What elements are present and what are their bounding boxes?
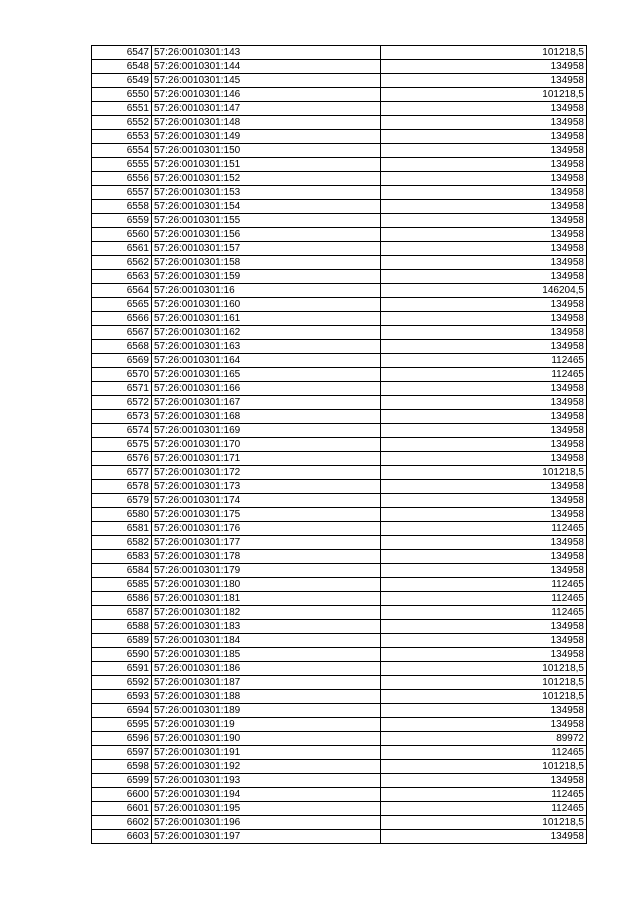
table-row [92, 200, 587, 214]
row-number-cell: 6549 [92, 74, 152, 88]
value-cell: 134958 [381, 242, 587, 256]
row-number-cell: 6576 [92, 452, 152, 466]
table-row [92, 564, 587, 578]
table-row [92, 144, 587, 158]
table-row [92, 158, 587, 172]
table-row [92, 634, 587, 648]
row-number-cell: 6547 [92, 46, 152, 60]
value-cell: 134958 [381, 424, 587, 438]
value-cell: 101218,5 [381, 690, 587, 704]
row-number-cell: 6599 [92, 774, 152, 788]
row-number-cell: 6597 [92, 746, 152, 760]
row-number-cell: 6592 [92, 676, 152, 690]
value-cell: 134958 [381, 116, 587, 130]
value-cell: 134958 [381, 186, 587, 200]
row-number-cell: 6603 [92, 830, 152, 844]
table-row [92, 298, 587, 312]
row-number-cell: 6551 [92, 102, 152, 116]
value-cell: 134958 [381, 508, 587, 522]
cadastral-number-cell: 57:26:0010301:155 [152, 214, 381, 228]
cadastral-number-cell: 57:26:0010301:170 [152, 438, 381, 452]
table-row [92, 46, 587, 60]
cadastral-number-cell: 57:26:0010301:158 [152, 256, 381, 270]
table-row [92, 438, 587, 452]
cadastral-number-cell: 57:26:0010301:162 [152, 326, 381, 340]
row-number-cell: 6563 [92, 270, 152, 284]
row-number-cell: 6580 [92, 508, 152, 522]
row-number-cell: 6556 [92, 172, 152, 186]
row-number-cell: 6558 [92, 200, 152, 214]
table-row [92, 270, 587, 284]
cadastral-number-cell: 57:26:0010301:146 [152, 88, 381, 102]
row-number-cell: 6559 [92, 214, 152, 228]
row-number-cell: 6585 [92, 578, 152, 592]
row-number-cell: 6588 [92, 620, 152, 634]
row-number-cell: 6555 [92, 158, 152, 172]
value-cell: 134958 [381, 270, 587, 284]
value-cell: 112465 [381, 788, 587, 802]
value-cell: 134958 [381, 830, 587, 844]
table-row [92, 676, 587, 690]
row-number-cell: 6565 [92, 298, 152, 312]
cadastral-number-cell: 57:26:0010301:177 [152, 536, 381, 550]
row-number-cell: 6553 [92, 130, 152, 144]
table-row [92, 242, 587, 256]
cadastral-number-cell: 57:26:0010301:156 [152, 228, 381, 242]
table-row [92, 620, 587, 634]
table-row [92, 802, 587, 816]
table-row [92, 74, 587, 88]
value-cell: 134958 [381, 200, 587, 214]
row-number-cell: 6554 [92, 144, 152, 158]
table-row [92, 326, 587, 340]
table-row [92, 214, 587, 228]
cadastral-number-cell: 57:26:0010301:193 [152, 774, 381, 788]
table-row [92, 746, 587, 760]
table-row [92, 424, 587, 438]
row-number-cell: 6590 [92, 648, 152, 662]
value-cell: 134958 [381, 494, 587, 508]
cadastral-number-cell: 57:26:0010301:168 [152, 410, 381, 424]
row-number-cell: 6575 [92, 438, 152, 452]
row-number-cell: 6571 [92, 382, 152, 396]
table-row [92, 130, 587, 144]
value-cell: 134958 [381, 634, 587, 648]
value-cell: 134958 [381, 620, 587, 634]
row-number-cell: 6595 [92, 718, 152, 732]
table-row [92, 410, 587, 424]
row-number-cell: 6548 [92, 60, 152, 74]
value-cell: 112465 [381, 354, 587, 368]
value-cell: 146204,5 [381, 284, 587, 298]
value-cell: 134958 [381, 648, 587, 662]
value-cell: 134958 [381, 382, 587, 396]
table-row [92, 522, 587, 536]
cadastral-number-cell: 57:26:0010301:160 [152, 298, 381, 312]
row-number-cell: 6577 [92, 466, 152, 480]
value-cell: 134958 [381, 228, 587, 242]
cadastral-number-cell: 57:26:0010301:189 [152, 704, 381, 718]
row-number-cell: 6578 [92, 480, 152, 494]
row-number-cell: 6564 [92, 284, 152, 298]
cadastral-number-cell: 57:26:0010301:145 [152, 74, 381, 88]
value-cell: 134958 [381, 256, 587, 270]
value-cell: 134958 [381, 130, 587, 144]
row-number-cell: 6572 [92, 396, 152, 410]
cadastral-number-cell: 57:26:0010301:192 [152, 760, 381, 774]
cadastral-number-cell: 57:26:0010301:151 [152, 158, 381, 172]
row-number-cell: 6573 [92, 410, 152, 424]
row-number-cell: 6601 [92, 802, 152, 816]
value-cell: 134958 [381, 774, 587, 788]
value-cell: 134958 [381, 536, 587, 550]
table-row [92, 116, 587, 130]
cadastral-number-cell: 57:26:0010301:149 [152, 130, 381, 144]
table-row [92, 60, 587, 74]
cadastral-number-cell: 57:26:0010301:147 [152, 102, 381, 116]
table-row [92, 354, 587, 368]
table-row [92, 312, 587, 326]
cadastral-number-cell: 57:26:0010301:164 [152, 354, 381, 368]
cadastral-number-cell: 57:26:0010301:157 [152, 242, 381, 256]
cadastral-number-cell: 57:26:0010301:144 [152, 60, 381, 74]
value-cell: 134958 [381, 410, 587, 424]
table-row [92, 102, 587, 116]
table-row [92, 466, 587, 480]
value-cell: 134958 [381, 102, 587, 116]
table-row [92, 536, 587, 550]
row-number-cell: 6574 [92, 424, 152, 438]
value-cell: 112465 [381, 522, 587, 536]
value-cell: 112465 [381, 606, 587, 620]
table-row [92, 452, 587, 466]
table-row [92, 228, 587, 242]
cadastral-number-cell: 57:26:0010301:195 [152, 802, 381, 816]
cadastral-number-cell: 57:26:0010301:179 [152, 564, 381, 578]
cadastral-number-cell: 57:26:0010301:197 [152, 830, 381, 844]
value-cell: 101218,5 [381, 46, 587, 60]
cadastral-number-cell: 57:26:0010301:183 [152, 620, 381, 634]
cadastral-number-cell: 57:26:0010301:180 [152, 578, 381, 592]
cadastral-number-cell: 57:26:0010301:188 [152, 690, 381, 704]
row-number-cell: 6550 [92, 88, 152, 102]
row-number-cell: 6570 [92, 368, 152, 382]
table-row [92, 690, 587, 704]
value-cell: 134958 [381, 340, 587, 354]
value-cell: 134958 [381, 312, 587, 326]
cadastral-number-cell: 57:26:0010301:16 [152, 284, 381, 298]
cadastral-number-cell: 57:26:0010301:185 [152, 648, 381, 662]
row-number-cell: 6593 [92, 690, 152, 704]
cadastral-number-cell: 57:26:0010301:181 [152, 592, 381, 606]
table-row [92, 816, 587, 830]
cadastral-number-cell: 57:26:0010301:143 [152, 46, 381, 60]
row-number-cell: 6567 [92, 326, 152, 340]
value-cell: 101218,5 [381, 816, 587, 830]
row-number-cell: 6568 [92, 340, 152, 354]
table-row [92, 774, 587, 788]
table-row [92, 718, 587, 732]
cadastral-number-cell: 57:26:0010301:178 [152, 550, 381, 564]
value-cell: 134958 [381, 550, 587, 564]
cadastral-number-cell: 57:26:0010301:150 [152, 144, 381, 158]
row-number-cell: 6582 [92, 536, 152, 550]
table-row [92, 480, 587, 494]
cadastral-number-cell: 57:26:0010301:187 [152, 676, 381, 690]
value-cell: 101218,5 [381, 662, 587, 676]
cadastral-number-cell: 57:26:0010301:165 [152, 368, 381, 382]
row-number-cell: 6602 [92, 816, 152, 830]
cadastral-number-cell: 57:26:0010301:159 [152, 270, 381, 284]
cadastral-number-cell: 57:26:0010301:166 [152, 382, 381, 396]
table-row [92, 284, 587, 298]
value-cell: 112465 [381, 746, 587, 760]
table-row [92, 340, 587, 354]
cadastral-number-cell: 57:26:0010301:163 [152, 340, 381, 354]
row-number-cell: 6587 [92, 606, 152, 620]
table-row [92, 382, 587, 396]
row-number-cell: 6586 [92, 592, 152, 606]
value-cell: 112465 [381, 802, 587, 816]
cadastral-number-cell: 57:26:0010301:191 [152, 746, 381, 760]
value-cell: 134958 [381, 452, 587, 466]
value-cell: 134958 [381, 144, 587, 158]
cadastral-number-cell: 57:26:0010301:171 [152, 452, 381, 466]
table-row [92, 186, 587, 200]
cadastral-number-cell: 57:26:0010301:148 [152, 116, 381, 130]
value-cell: 134958 [381, 396, 587, 410]
value-cell: 134958 [381, 704, 587, 718]
table-row [92, 760, 587, 774]
row-number-cell: 6552 [92, 116, 152, 130]
cadastral-number-cell: 57:26:0010301:196 [152, 816, 381, 830]
cadastral-number-cell: 57:26:0010301:194 [152, 788, 381, 802]
row-number-cell: 6562 [92, 256, 152, 270]
value-cell: 134958 [381, 74, 587, 88]
table-row [92, 508, 587, 522]
value-cell: 89972 [381, 732, 587, 746]
row-number-cell: 6579 [92, 494, 152, 508]
row-number-cell: 6581 [92, 522, 152, 536]
cadastral-number-cell: 57:26:0010301:153 [152, 186, 381, 200]
value-cell: 134958 [381, 214, 587, 228]
row-number-cell: 6566 [92, 312, 152, 326]
value-cell: 134958 [381, 564, 587, 578]
cadastral-value-table [91, 45, 587, 844]
value-cell: 112465 [381, 592, 587, 606]
table-row [92, 578, 587, 592]
row-number-cell: 6596 [92, 732, 152, 746]
row-number-cell: 6589 [92, 634, 152, 648]
row-number-cell: 6594 [92, 704, 152, 718]
value-cell: 134958 [381, 298, 587, 312]
value-cell: 101218,5 [381, 88, 587, 102]
value-cell: 134958 [381, 718, 587, 732]
cadastral-number-cell: 57:26:0010301:176 [152, 522, 381, 536]
cadastral-number-cell: 57:26:0010301:186 [152, 662, 381, 676]
table-row [92, 592, 587, 606]
value-cell: 134958 [381, 480, 587, 494]
value-cell: 101218,5 [381, 676, 587, 690]
table-row [92, 662, 587, 676]
cadastral-number-cell: 57:26:0010301:169 [152, 424, 381, 438]
value-cell: 101218,5 [381, 760, 587, 774]
cadastral-number-cell: 57:26:0010301:190 [152, 732, 381, 746]
table-row [92, 704, 587, 718]
cadastral-number-cell: 57:26:0010301:174 [152, 494, 381, 508]
cadastral-number-cell: 57:26:0010301:173 [152, 480, 381, 494]
table-row [92, 256, 587, 270]
row-number-cell: 6598 [92, 760, 152, 774]
value-cell: 134958 [381, 326, 587, 340]
cadastral-number-cell: 57:26:0010301:175 [152, 508, 381, 522]
cadastral-number-cell: 57:26:0010301:184 [152, 634, 381, 648]
value-cell: 112465 [381, 368, 587, 382]
cadastral-number-cell: 57:26:0010301:154 [152, 200, 381, 214]
cadastral-number-cell: 57:26:0010301:152 [152, 172, 381, 186]
table-row [92, 732, 587, 746]
value-cell: 101218,5 [381, 466, 587, 480]
row-number-cell: 6591 [92, 662, 152, 676]
value-cell: 112465 [381, 578, 587, 592]
table-row [92, 830, 587, 844]
row-number-cell: 6557 [92, 186, 152, 200]
value-cell: 134958 [381, 172, 587, 186]
cadastral-number-cell: 57:26:0010301:182 [152, 606, 381, 620]
row-number-cell: 6600 [92, 788, 152, 802]
row-number-cell: 6560 [92, 228, 152, 242]
row-number-cell: 6584 [92, 564, 152, 578]
value-cell: 134958 [381, 438, 587, 452]
cadastral-number-cell: 57:26:0010301:172 [152, 466, 381, 480]
cadastral-number-cell: 57:26:0010301:167 [152, 396, 381, 410]
table-row [92, 88, 587, 102]
table-row [92, 606, 587, 620]
table-row [92, 172, 587, 186]
table-row [92, 494, 587, 508]
value-cell: 134958 [381, 158, 587, 172]
row-number-cell: 6569 [92, 354, 152, 368]
cadastral-number-cell: 57:26:0010301:19 [152, 718, 381, 732]
table-row [92, 648, 587, 662]
row-number-cell: 6583 [92, 550, 152, 564]
table-row [92, 368, 587, 382]
table-row [92, 788, 587, 802]
value-cell: 134958 [381, 60, 587, 74]
table-row [92, 550, 587, 564]
table-body [92, 46, 587, 844]
cadastral-number-cell: 57:26:0010301:161 [152, 312, 381, 326]
table-row [92, 396, 587, 410]
row-number-cell: 6561 [92, 242, 152, 256]
